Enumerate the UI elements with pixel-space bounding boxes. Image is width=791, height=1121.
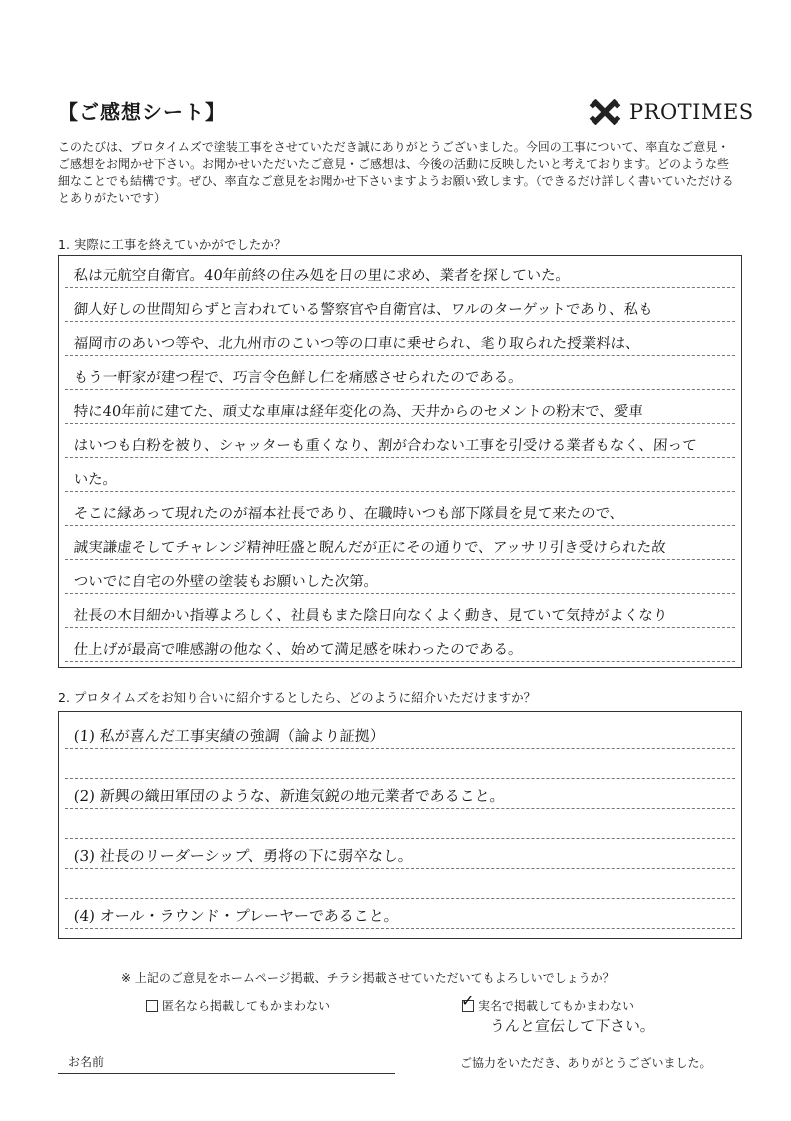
handwritten-text: ついでに自宅の外壁の塗装もお願いした次第。 xyxy=(73,574,379,590)
protimes-logo xyxy=(587,94,754,130)
answer-line xyxy=(65,720,735,749)
answer-line xyxy=(65,392,735,424)
handwritten-text: 社長の木目細かい指導よろしく、社員もまた陰日向なくよく動き、見ていて気持がよくなり xyxy=(73,608,668,624)
anonymous-checkbox[interactable] xyxy=(146,1000,158,1012)
option-realname-label: 実名で掲載してもかまわない xyxy=(478,999,635,1013)
answer-line xyxy=(65,780,735,809)
option-realname[interactable] xyxy=(461,990,635,1014)
answer-line xyxy=(65,426,735,458)
handwritten-text: 福岡市のあいつ等や、北九州市のこいつ等の口車に乗せられ、毟り取られた授業料は、 xyxy=(73,336,641,352)
answer-line xyxy=(65,870,735,899)
answer-line xyxy=(65,900,735,929)
handwritten-text: 誠実謙虚そしてチャレンジ精神旺盛と睨んだが正にその通りで、アッサリ引き受けられた故 xyxy=(73,540,667,556)
answer-line xyxy=(65,528,735,560)
name-label: お名前 xyxy=(68,1055,105,1069)
handwritten-text: (2) 新興の織田軍団のような、新進気鋭の地元業者であること。 xyxy=(73,787,506,805)
question-1-label: 1. 実際に工事を終えていかがでしたか？ xyxy=(58,237,287,252)
answer-line xyxy=(65,630,735,662)
answer-line xyxy=(65,596,735,628)
brand-name: PROTIMES xyxy=(629,100,754,124)
answer-box-1 xyxy=(58,255,742,668)
answer-line xyxy=(65,358,735,390)
question-2-label: 2. プロタイムズをお知り合いに紹介するとしたら、どのように紹介いただけますか？ xyxy=(58,690,537,705)
handwritten-text: いた。 xyxy=(73,472,118,488)
handwritten-text: (1) 私が喜んだ工事実績の強調（論より証拠） xyxy=(73,727,386,745)
handwritten-text: もう一軒家が建つ程で、巧言令色鮮し仁を痛感させられたのである。 xyxy=(73,370,524,386)
realname-checkbox[interactable] xyxy=(461,990,475,1012)
answer-line xyxy=(65,256,735,288)
answer-line xyxy=(65,460,735,492)
handwritten-text: そこに縁あって現れたのが福本社長であり、在職時いつも部下隊員を見て来たので、 xyxy=(73,506,625,522)
intro-text: このたびは、プロタイムズで塗装工事をさせていただき誠にありがとうございました。今回の工事について、率直なご意見・ご感想をお聞かせ下さい。お聞かせいただいたご意見・ご感想は、今後の活動に反映したいと考えております。どのような些細なことでも結構です。ぜひ、率直なご意見をお聞かせ下さいますようお願い致します。（できるだけ詳しく書いていただけるとありがたいです） xyxy=(58,140,734,205)
answer-box-2 xyxy=(58,711,742,939)
consent-question: ※ 上記のご意見をホームページ掲載、チラシ掲載させていただいてもよろしいでしょうか？ xyxy=(121,971,615,985)
answer-line xyxy=(65,840,735,869)
answer-line xyxy=(65,750,735,779)
handwritten-text: 仕上げが最高で唯感謝の他なく、始めて満足感を味わったのである。 xyxy=(73,642,524,658)
handwritten-text: 私は元航空自衛官。40年前終の住み処を日の里に求め、業者を探していた。 xyxy=(73,268,571,284)
answer-line xyxy=(65,290,735,322)
handwritten-note: うんと宣伝して下さい。 xyxy=(489,1017,656,1035)
handwritten-text: 御人好しの世間知らずと言われている警察官や自衛官は、ワルのターゲットであり、私も xyxy=(73,302,654,318)
answer-line xyxy=(65,494,735,526)
protimes-logo-icon xyxy=(587,94,623,130)
handwritten-text: はいつも白粉を被り、シャッターも重くなり、割が合わない工事を引受ける業者もなく、困って xyxy=(73,438,698,454)
check-mark-icon: ✓ xyxy=(461,990,475,1010)
answer-line xyxy=(65,810,735,839)
handwritten-text: (4) オール・ラウンド・プレーヤーであること。 xyxy=(73,907,400,925)
option-anonymous[interactable] xyxy=(146,997,330,1014)
handwritten-text: (3) 社長のリーダーシップ、勇将の下に弱卒なし。 xyxy=(73,847,414,865)
name-field-line[interactable] xyxy=(58,1073,395,1074)
sheet-title: 【ご感想シート】 xyxy=(58,100,226,124)
thanks-text: ご協力をいただき、ありがとうございました。 xyxy=(460,1056,712,1070)
option-anonymous-label: 匿名なら掲載してもかまわない xyxy=(162,999,331,1013)
answer-line xyxy=(65,324,735,356)
handwritten-text: 特に40年前に建てた、頑丈な車庫は経年変化の為、天井からのセメントの粉末で、愛車 xyxy=(73,404,644,420)
answer-line xyxy=(65,562,735,594)
